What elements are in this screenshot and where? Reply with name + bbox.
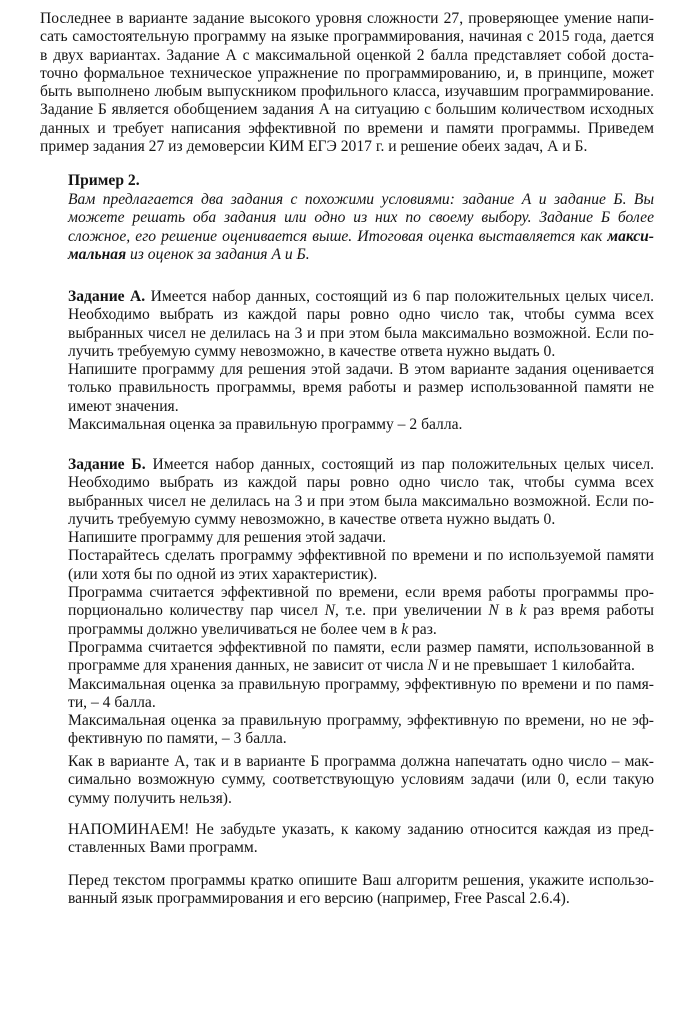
text-fragment: , т.е. при увеличении (335, 602, 489, 620)
example-instructions (68, 191, 654, 264)
text-fragment: раз время работы (526, 602, 655, 620)
output-note-paragraph (68, 753, 654, 808)
text-fragment: и не превышает 1 килобайта. (437, 657, 635, 675)
text-fragment: программе для хранения данных, не зависит от числа (68, 657, 428, 675)
text-line (68, 456, 654, 474)
text-line (68, 246, 654, 264)
text-fragment: в (498, 602, 520, 620)
text-line: можете решать оба задания или одно из них по своему выбору. Задание Б более (68, 209, 654, 227)
text-line: сать самостоятельную программу на языке программирования, начиная с 2015 года, дается (40, 28, 654, 46)
text-line: в двух вариантах. Задание А с максимальной оценкой 2 балла представляет собой доста- (40, 46, 654, 64)
text-line: НАПОМИНАЕМ! Не забудьте указать, к какому заданию относится каждая из пред- (68, 821, 654, 838)
text-line: Максимальная оценка за правильную программу, эффективную по времени и по памя- (68, 675, 654, 693)
text-line (68, 602, 654, 620)
text-line: Перед текстом программы кратко опишите Ваш алгоритм решения, укажите использо- (68, 872, 654, 889)
text-fragment: раз. (408, 620, 437, 638)
text-line: ти, – 4 балла. (68, 693, 156, 711)
task-b-section (68, 456, 654, 749)
text-line: Последнее в варианте задание высокого уровня сложности 27, проверяющее умение напи- (40, 10, 654, 27)
text-line: фективную по памяти, – 3 балла. (68, 730, 287, 748)
intro-paragraph (40, 10, 654, 156)
text-fragment: из оценок за задания А и Б. (126, 245, 310, 263)
text-line: только правильность программы, время работы и размер использованной памяти не (68, 379, 654, 397)
text-fragment: порционально количеству пар чисел (68, 602, 325, 620)
example-heading: Пример 2. (68, 172, 140, 189)
text-line: Программа считается эффективной по времени, если время работы программы про- (68, 584, 654, 602)
text-line: Задание Б является обобщением задания А на ситуацию с большим количеством исходных (40, 101, 654, 119)
emphasis-text: макси- (607, 227, 654, 245)
algorithm-note-paragraph (68, 872, 654, 909)
text-line: Постарайтесь сделать программу эффективной по времени и по используемой памяти (68, 547, 654, 565)
text-line (68, 288, 654, 306)
emphasis-text: мальная (68, 245, 127, 263)
text-fragment: сложное, его решение оценивается выше. Итоговая оценка выставляется как (68, 227, 608, 245)
text-fragment: Имеется набор данных, состоящий из 6 пар положительных целых чисел. (145, 288, 654, 305)
variable-n: N (488, 602, 499, 620)
text-line (68, 621, 654, 639)
text-line: симально возможную сумму, соответствующую условиям задачи (или 0, если такую (68, 771, 654, 789)
text-line (68, 657, 654, 675)
text-line (68, 228, 654, 246)
reminder-paragraph (68, 821, 654, 858)
text-line: Напишите программу для решения этой задачи. (68, 529, 387, 547)
text-line: (или хотя бы по одной из этих характеристик). (68, 565, 378, 583)
task-a-section (68, 288, 654, 434)
text-line: быть выполнено любым выпускником профильного класса, изучавшим программирование. (40, 83, 654, 101)
task-a-label: Задание А. (68, 288, 146, 305)
text-line: Необходимо выбрать из каждой пары ровно одно число так, чтобы сумма всех (68, 306, 654, 324)
text-line: точно формальное техническое упражнение по программированию, и, в принципе, может (40, 64, 654, 82)
variable-k: k (519, 602, 527, 620)
text-line: Максимальная оценка за правильную программу – 2 балла. (68, 416, 463, 434)
text-line: выбранных чисел не делилась на 3 и при этом была максимально возможной. Если по- (68, 324, 654, 342)
text-line: данных и требует написания эффективной по времени и памяти программы. Приведем (40, 119, 654, 137)
variable-n: N (427, 657, 438, 675)
text-line: имеют значения. (68, 397, 179, 415)
text-line: сумму получить нельзя). (68, 789, 232, 807)
text-line: лучить требуемую сумму невозможно, в качестве ответа нужно выдать 0. (68, 510, 556, 528)
text-line: пример задания 27 из демоверсии КИМ ЕГЭ 2017 г. и решение обеих задач, А и Б. (40, 138, 588, 156)
text-line: Вам предлагается два задания с похожими условиями: задание А и задание Б. Вы (68, 191, 654, 208)
text-line: выбранных чисел не делилась на 3 и при этом была максимально возможной. Если по- (68, 492, 654, 510)
text-line: Необходимо выбрать из каждой пары ровно одно число так, чтобы сумма всех (68, 474, 654, 492)
variable-n: N (324, 602, 336, 620)
text-line: ставленных Вами программ. (68, 839, 258, 857)
text-line: Максимальная оценка за правильную программу, эффективную по времени, но не эф- (68, 712, 654, 730)
text-fragment: программы должно увеличиваться не более чем в (68, 620, 402, 638)
text-line: Как в варианте А, так и в варианте Б программа должна напечатать одно число – мак- (68, 753, 654, 770)
text-line: лучить требуемую сумму невозможно, в качестве ответа нужно выдать 0. (68, 342, 556, 360)
text-fragment: Имеется набор данных, состоящий из пар положительных целых чисел. (145, 456, 654, 473)
text-line: Напишите программу для решения этой задачи. В этом варианте задания оценивается (68, 361, 654, 379)
variable-k: k (401, 620, 409, 638)
task-b-label: Задание Б. (68, 456, 146, 473)
text-line: ванный язык программирования и его версию (например, Free Pascal 2.6.4). (68, 890, 570, 908)
text-line: Программа считается эффективной по памяти, если размер памяти, использованной в (68, 638, 654, 656)
